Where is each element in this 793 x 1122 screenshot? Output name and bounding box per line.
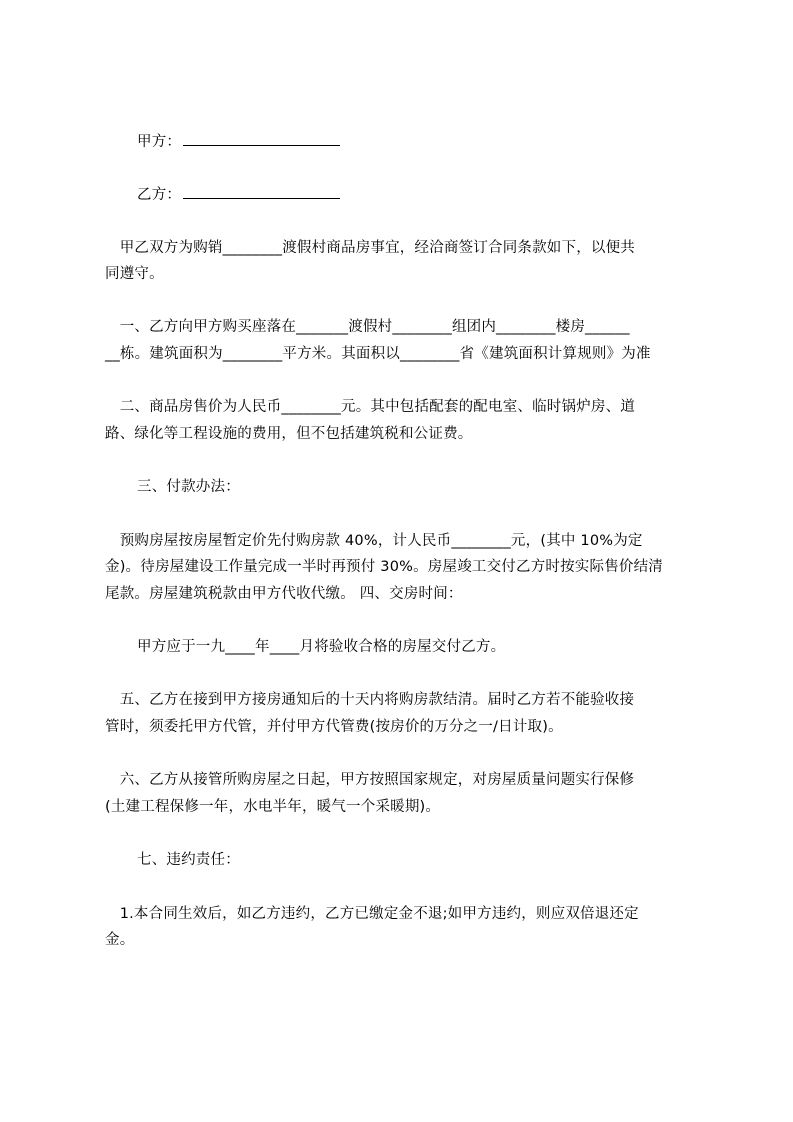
clause6-line-1: 六、乙方从接管所购房屋之日起，甲方按照国家规定，对房屋质量问题实行保修 [105,772,635,788]
party-b-line [137,184,732,205]
clause3-line-2: 金)。待房屋建设工作量完成一半时再预付 30%。房屋竣工交付乙方时按实际售价结清 [105,559,663,575]
intro-line-2: 同遵守。 [105,266,164,282]
party-a-label: 甲方： [137,134,182,150]
clause7-line-1: 1.本合同生效后，如乙方违约，乙方已缴定金不退;如甲方违约，则应双倍退还定 [105,906,639,922]
clause5-line-2: 管时，须委托甲方代管，并付甲方代管费(按房价的万分之一/日计取)。 [105,719,563,735]
clause4-line-1: 甲方应于一九____年____月将验收合格的房屋交付乙方。 [137,639,506,655]
clause1-line-2: __栋。建筑面积为________平方米。其面积以________省《建筑面积计算规则》为准 [105,346,651,362]
clause7-heading: 七、违约责任： [137,852,240,868]
clause3-line-1: 预购房屋按房屋暂定价先付购房款 40%，计人民币________元，(其中 10%为定 [105,533,643,549]
party-a-blank [183,131,340,146]
party-b-label: 乙方： [137,187,182,203]
clause3-line-3: 尾款。房屋建筑税款由甲方代收代缴。 四、交房时间： [105,586,463,602]
clause6-line-2: (土建工程保修一年，水电半年，暖气一个采暖期)。 [105,799,441,815]
party-b-blank [183,184,340,199]
clause1-line-1: 一、乙方向甲方购买座落在_______渡假村________组团内________楼房______ [105,319,630,335]
intro-line-1: 甲乙双方为购销________渡假村商品房事宜，经洽商签订合同条款如下，以便共 [105,240,635,256]
clause3-heading: 三、付款办法： [137,479,240,495]
party-a-line [137,131,732,152]
clause7-line-2: 金。 [105,932,135,948]
clause2-line-2: 路、绿化等工程设施的费用，但不包括建筑税和公证费。 [105,426,473,442]
clause2-line-1: 二、商品房售价为人民币________元。其中包括配套的配电室、临时锅炉房、道 [105,399,635,415]
clause5-line-1: 五、乙方在接到甲方接房通知后的十天内将购房款结清。届时乙方若不能验收接 [105,692,635,708]
